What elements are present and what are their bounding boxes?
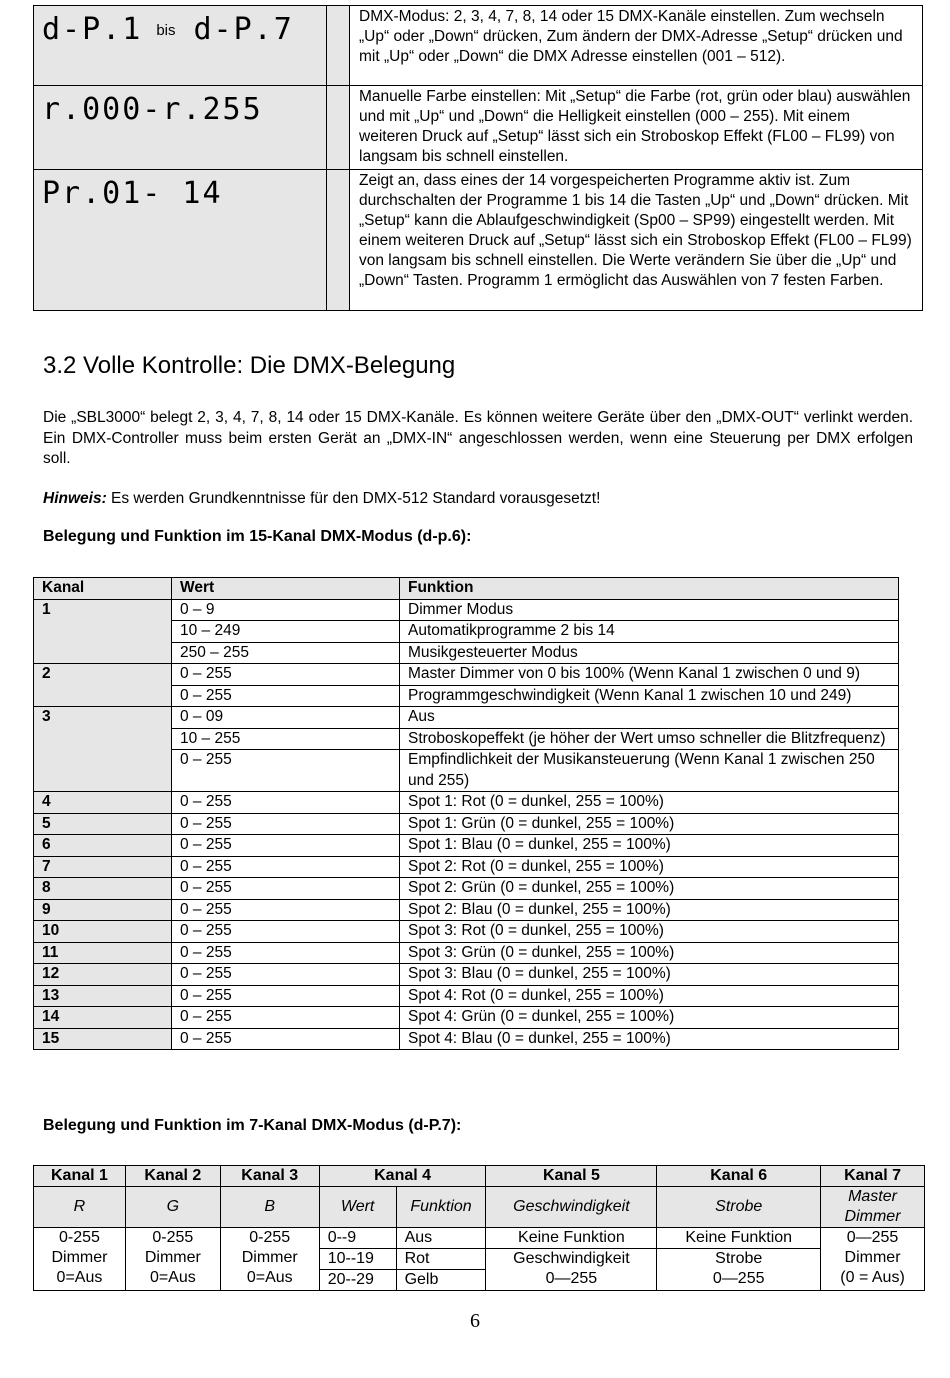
wert-cell: 250 – 255 [172, 642, 400, 664]
kanal-6-first: Keine Funktion [657, 1228, 821, 1249]
wert-cell: 0 – 09 [172, 707, 400, 729]
description-cell: Manuelle Farbe einstellen: Mit „Setup“ die Farbe (rot, grün oder blau) auswählen und mit „Up“ und „Down“ die Helligkeit einstellen (000 – 255). Mit einem weiteren Druck auf „Setup“ lässt sich ein Stroboskop Effekt (FL00 – FL99) von langsam bis schnell einstellen. [350, 86, 923, 170]
kanal-4-funktion: Gelb [396, 1270, 486, 1291]
funktion-cell: Empfindlichkeit der Musikansteuerung (Wenn Kanal 1 zwischen 250 und 255) [400, 750, 899, 792]
wert-cell: 0 – 255 [172, 685, 400, 707]
col-header-kanal-1: Kanal 1 [34, 1166, 126, 1187]
spacer-cell [327, 6, 350, 86]
funktion-cell: Spot 2: Rot (0 = dunkel, 255 = 100%) [400, 856, 899, 878]
funktion-cell: Spot 2: Blau (0 = dunkel, 255 = 100%) [400, 899, 899, 921]
wert-cell: 0 – 255 [172, 985, 400, 1007]
col-header-kanal: Kanal [34, 578, 172, 600]
table-row [34, 813, 899, 835]
funktion-cell: Spot 1: Rot (0 = dunkel, 255 = 100%) [400, 792, 899, 814]
col-header-kanal-2: Kanal 2 [125, 1166, 220, 1187]
table-row [34, 856, 899, 878]
wert-cell: 0 – 255 [172, 792, 400, 814]
display-code: Pr.01- 14 [42, 176, 223, 211]
kanal-cell: 10 [34, 921, 172, 943]
heading-15-channel: Belegung und Funktion im 15-Kanal DMX-Modus (d-p.6): [43, 528, 472, 545]
display-code [42, 12, 294, 47]
kanal-6-second: Strobe 0—255 [657, 1249, 821, 1291]
description-cell: Zeigt an, dass eines der 14 vorgespeicherten Programme aktiv ist. Zum durchschalten der Programme 1 bis 14 die Tasten „Up“ und „Down“ drücken. Mit „Setup“ kann die Ablaufgeschwindigkeit (Sp00 – SP99) eingestellt werden. Mit einem weiteren Druck auf „Setup“ lässt sich ein Stroboskop Effekt (FL00 – FL99) von langsam bis schnell einstellen. Die Werte verändern Sie über die „Up“ und „Down“ Tasten. Programm 1 ermöglicht das Auswählen von 7 festen Farben. [350, 170, 923, 311]
kanal-cell: 3 [34, 707, 172, 792]
kanal-cell: 4 [34, 792, 172, 814]
table-row [34, 985, 899, 1007]
funktion-cell: Musikgesteuerter Modus [400, 642, 899, 664]
table-row [34, 1228, 925, 1249]
kanal-cell: 8 [34, 878, 172, 900]
kanal-2-cell: 0-255 Dimmer 0=Aus [125, 1228, 220, 1291]
kanal-cell: 12 [34, 964, 172, 986]
funktion-cell: Spot 3: Rot (0 = dunkel, 255 = 100%) [400, 921, 899, 943]
col-header-kanal-4: Kanal 4 [319, 1166, 486, 1187]
display-code-start: d-P.1 [42, 12, 143, 47]
kanal-cell: 14 [34, 1007, 172, 1029]
kanal-4-wert: 20--29 [319, 1270, 396, 1291]
section-title: 3.2 Volle Kontrolle: Die DMX-Belegung [43, 352, 456, 379]
kanal-4-wert: 10--19 [319, 1249, 396, 1270]
col-header-kanal-7: Kanal 7 [821, 1166, 925, 1187]
kanal-4-funktion: Aus [396, 1228, 486, 1249]
heading-7-channel: Belegung und Funktion im 7-Kanal DMX-Modus (d-P.7): [43, 1117, 462, 1134]
kanal-3-cell: 0-255 Dimmer 0=Aus [220, 1228, 319, 1291]
funktion-cell: Master Dimmer von 0 bis 100% (Wenn Kanal 1 zwischen 0 und 9) [400, 664, 899, 686]
table-row [34, 899, 899, 921]
table-header-row [34, 1166, 925, 1187]
kanal-5-first: Keine Funktion [486, 1228, 657, 1249]
funktion-cell: Spot 3: Grün (0 = dunkel, 255 = 100%) [400, 942, 899, 964]
wert-cell: 0 – 255 [172, 964, 400, 986]
table-row [34, 170, 923, 311]
table-row [34, 599, 899, 621]
hint-label: Hinweis: [43, 490, 107, 507]
col-header-kanal-3: Kanal 3 [220, 1166, 319, 1187]
wert-cell: 0 – 255 [172, 813, 400, 835]
subheader-wert: Wert [319, 1187, 396, 1228]
table-row [34, 1028, 899, 1050]
spacer-cell [327, 170, 350, 311]
col-header-funktion: Funktion [400, 578, 899, 600]
kanal-1-cell: 0-255 Dimmer 0=Aus [34, 1228, 126, 1291]
kanal-7-cell: 0—255 Dimmer (0 = Aus) [821, 1228, 925, 1291]
funktion-cell: Dimmer Modus [400, 599, 899, 621]
subheader-r: R [34, 1187, 126, 1228]
subheader-master-dimmer: Master Dimmer [821, 1187, 925, 1228]
dmx-15-channel-table [33, 577, 899, 1050]
display-code-cell [34, 170, 327, 311]
display-code: r.000-r.255 [42, 92, 263, 127]
table-row [34, 664, 899, 686]
funktion-cell: Spot 4: Blau (0 = dunkel, 255 = 100%) [400, 1028, 899, 1050]
table-row [34, 1007, 899, 1029]
funktion-cell: Spot 1: Blau (0 = dunkel, 255 = 100%) [400, 835, 899, 857]
subheader-funktion: Funktion [396, 1187, 486, 1228]
intro-paragraph: Die „SBL3000“ belegt 2, 3, 4, 7, 8, 14 oder 15 DMX-Kanäle. Es können weitere Geräte über den „DMX-OUT“ verlinkt werden. Ein DMX-Controller muss beim ersten Gerät an „DMX-IN“ angeschlossen werden, wenn eine Steuerung per DMX erfolgen soll. [43, 409, 913, 467]
wert-cell: 0 – 255 [172, 835, 400, 857]
funktion-cell: Spot 4: Grün (0 = dunkel, 255 = 100%) [400, 1007, 899, 1029]
subheader-strobe: Strobe [657, 1187, 821, 1228]
description-cell: DMX-Modus: 2, 3, 4, 7, 8, 14 oder 15 DMX-Kanäle einstellen. Zum wechseln „Up“ oder „Down“ drücken, Zum ändern der DMX-Adresse „Setup“ drücken und mit „Up“ oder „Down“ die DMX Adresse einstellen (001 – 512). [350, 6, 923, 86]
wert-cell: 0 – 255 [172, 899, 400, 921]
funktion-cell: Spot 4: Rot (0 = dunkel, 255 = 100%) [400, 985, 899, 1007]
table-row [34, 86, 923, 170]
wert-cell: 0 – 255 [172, 1028, 400, 1050]
wert-cell: 0 – 255 [172, 942, 400, 964]
wert-cell: 0 – 255 [172, 921, 400, 943]
table-header-row [34, 578, 899, 600]
table-row [34, 792, 899, 814]
kanal-cell: 7 [34, 856, 172, 878]
display-code-bis: bis [156, 22, 176, 39]
table-row [34, 921, 899, 943]
table-row [34, 6, 923, 86]
wert-cell: 0 – 9 [172, 599, 400, 621]
subheader-row [34, 1187, 925, 1228]
funktion-cell: Programmgeschwindigkeit (Wenn Kanal 1 zwischen 10 und 249) [400, 685, 899, 707]
kanal-5-second: Geschwindigkeit 0—255 [486, 1249, 657, 1291]
kanal-cell: 1 [34, 599, 172, 664]
funktion-cell: Spot 3: Blau (0 = dunkel, 255 = 100%) [400, 964, 899, 986]
kanal-cell: 15 [34, 1028, 172, 1050]
display-code-cell [34, 6, 327, 86]
wert-cell: 10 – 249 [172, 621, 400, 643]
kanal-cell: 9 [34, 899, 172, 921]
spacer-cell [327, 86, 350, 170]
funktion-cell: Aus [400, 707, 899, 729]
table-row [34, 942, 899, 964]
table-body [34, 599, 899, 1050]
table-row [34, 707, 899, 729]
subheader-b: B [220, 1187, 319, 1228]
kanal-cell: 11 [34, 942, 172, 964]
dmx-7-channel-table [33, 1165, 925, 1291]
wert-cell: 0 – 255 [172, 664, 400, 686]
display-code-cell [34, 86, 327, 170]
display-code-end: d-P.7 [193, 12, 294, 47]
funktion-cell: Stroboskopeffekt (je höher der Wert umso schneller die Blitzfrequenz) [400, 728, 899, 750]
col-header-kanal-6: Kanal 6 [657, 1166, 821, 1187]
kanal-cell: 13 [34, 985, 172, 1007]
table-row [34, 835, 899, 857]
kanal-cell: 2 [34, 664, 172, 707]
wert-cell: 0 – 255 [172, 750, 400, 792]
wert-cell: 10 – 255 [172, 728, 400, 750]
funktion-cell: Spot 1: Grün (0 = dunkel, 255 = 100%) [400, 813, 899, 835]
col-header-wert: Wert [172, 578, 400, 600]
wert-cell: 0 – 255 [172, 856, 400, 878]
wert-cell: 0 – 255 [172, 878, 400, 900]
subheader-geschwindigkeit: Geschwindigkeit [486, 1187, 657, 1228]
wert-cell: 0 – 255 [172, 1007, 400, 1029]
table-row [34, 964, 899, 986]
display-modes-table [33, 5, 923, 311]
funktion-cell: Spot 2: Grün (0 = dunkel, 255 = 100%) [400, 878, 899, 900]
subheader-g: G [125, 1187, 220, 1228]
funktion-cell: Automatikprogramme 2 bis 14 [400, 621, 899, 643]
hint-text: Es werden Grundkenntnisse für den DMX-512 Standard vorausgesetzt! [106, 490, 601, 507]
hint-paragraph [43, 489, 913, 510]
kanal-cell: 6 [34, 835, 172, 857]
table-row [34, 878, 899, 900]
col-header-kanal-5: Kanal 5 [486, 1166, 657, 1187]
page-number: 6 [470, 1310, 480, 1332]
kanal-cell: 5 [34, 813, 172, 835]
kanal-4-wert: 0--9 [319, 1228, 396, 1249]
kanal-4-funktion: Rot [396, 1249, 486, 1270]
